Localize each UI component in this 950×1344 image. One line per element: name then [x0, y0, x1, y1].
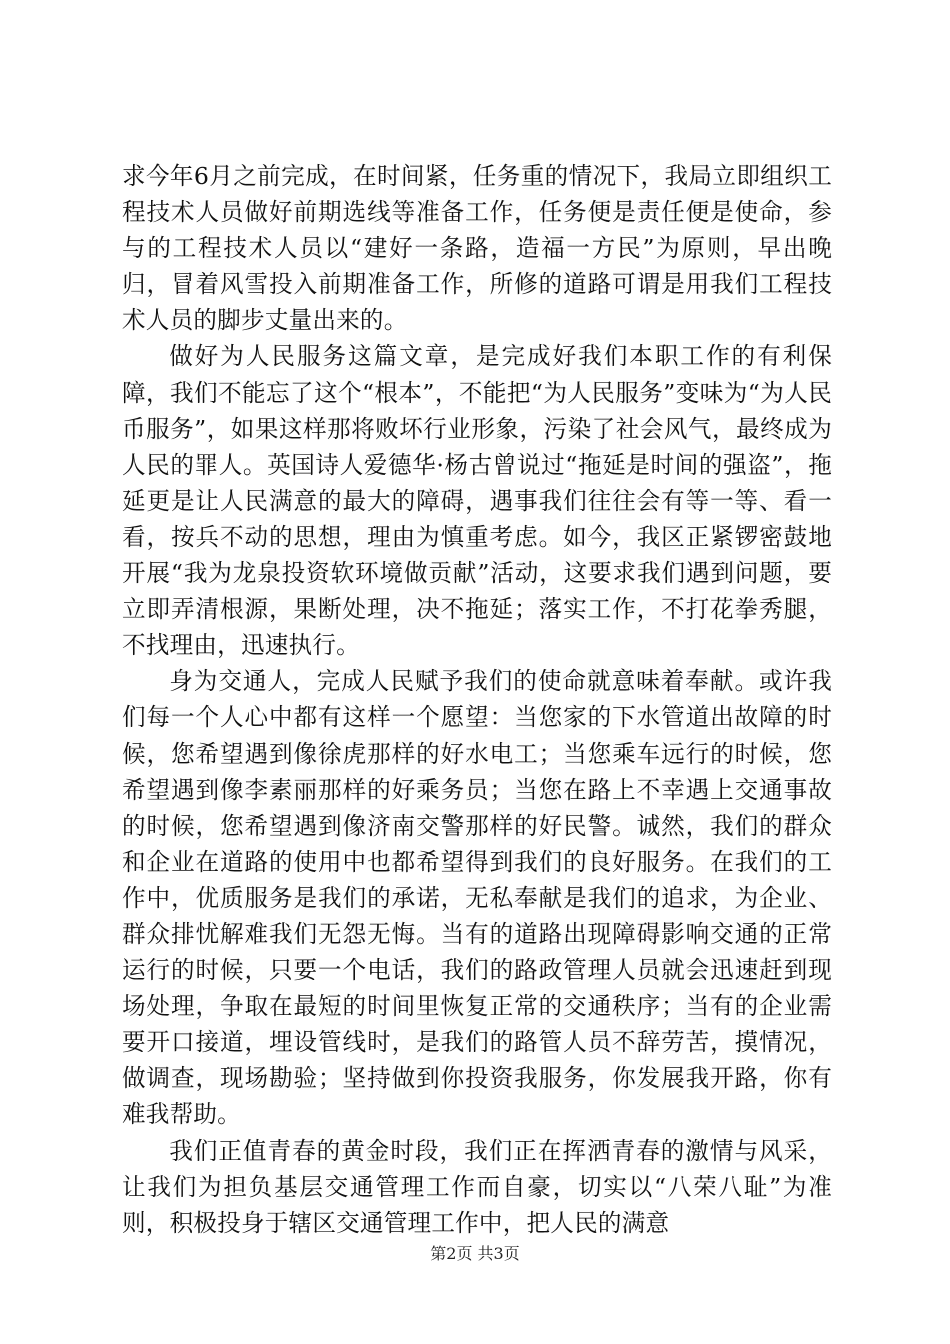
page-footer: 第2页 共3页	[430, 1244, 520, 1263]
paragraph-3: 身为交通人，完成人民赋予我们的使命就意味着奉献。或许我们每一个人心中都有这样一个愿望：当您家的下水管道出故障的时候，您希望遇到像徐虎那样的好水电工；当您乘车远行的时候，您希望遇到像李素丽那样的好乘务员；当您在路上不幸遇上交通事故的时候，您希望遇到像济南交警那样的好民警。诚然，我们的群众和企业在道路的使用中也都希望得到我们的良好服务。在我们的工作中，优质服务是我们的承诺，无私奉献是我们的追求，为企业、群众排忧解难我们无怨无悔。当有的道路出现障碍影响交通的正常运行的时候，只要一个电话，我们的路政管理人员就会迅速赶到现场处理，争取在最短的时间里恢复正常的交通秩序；当有的企业需要开口接道，埋设管线时，是我们的路管人员不辞劳苦，摸情况，做调查，现场勘验；坚持做到你投资我服务，你发展我开路，你有难我帮助。	[122, 667, 832, 1129]
document-body	[122, 158, 832, 1241]
paragraph-1: 求今年6月之前完成，在时间紧，任务重的情况下，我局立即组织工程技术人员做好前期选线等准备工作，任务便是责任便是使命，参与的工程技术人员以“建好一条路，造福一方民”为原则，早出晚归，冒着风雪投入前期准备工作，所修的道路可谓是用我们工程技术人员的脚步丈量出来的。	[122, 162, 832, 335]
paragraph-2: 做好为人民服务这篇文章，是完成好我们本职工作的有利保障，我们不能忘了这个“根本”，不能把“为人民服务”变味为“为人民币服务”，如果这样那将败坏行业形象，污染了社会风气，最终成为人民的罪人。英国诗人爱德华·杨古曾说过“拖延是时间的强盗”，拖延更是让人民满意的最大的障碍，遇事我们往往会有等一等、看一看，按兵不动的思想，理由为慎重考虑。如今，我区正紧锣密鼓地开展“我为龙泉投资软环境做贡献”活动，这要求我们遇到问题，要立即弄清根源，果断处理，决不拖延；落实工作，不打花拳秀腿，不找理由，迅速执行。	[122, 342, 832, 660]
paragraph-4: 我们正值青春的黄金时段，我们正在挥洒青春的激情与风采，让我们为担负基层交通管理工作而自豪，切实以“八荣八耻”为准则，积极投身于辖区交通管理工作中，把人民的满意	[122, 1136, 832, 1237]
